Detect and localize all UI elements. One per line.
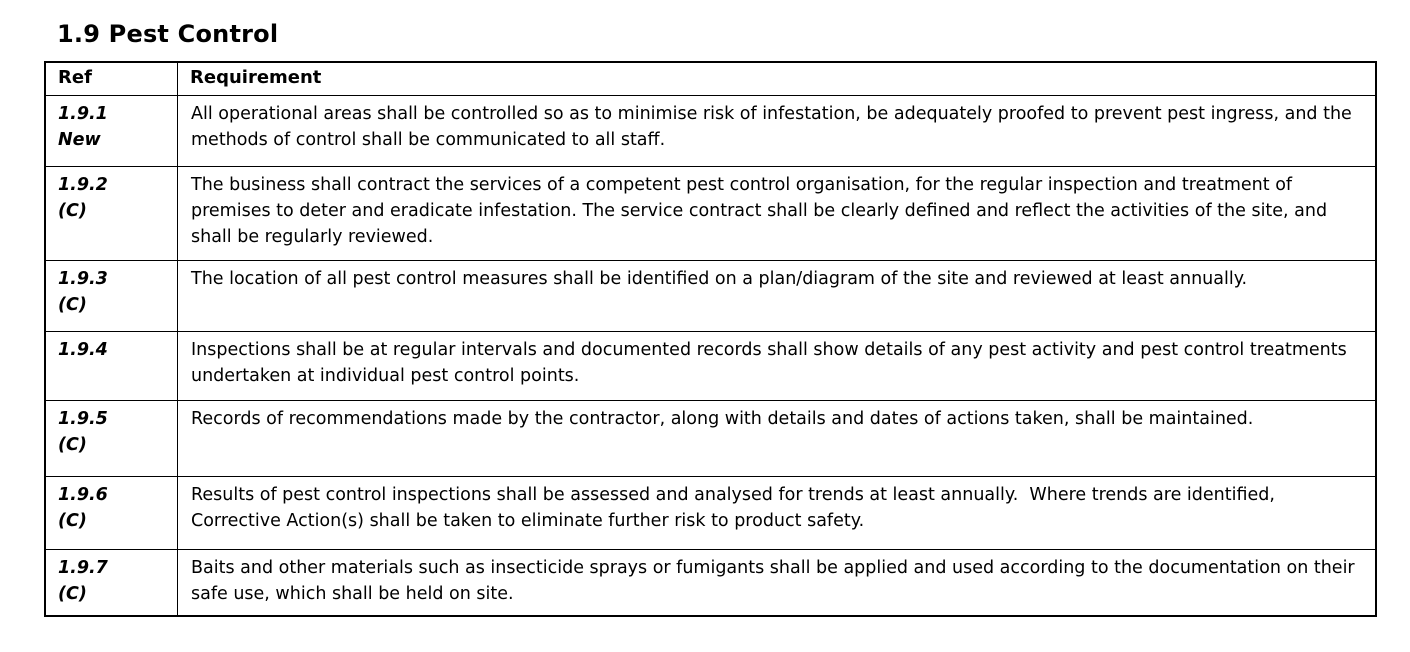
- requirements-table: [44, 61, 1377, 617]
- requirement-cell: Records of recommendations made by the contractor, along with details and dates of actions taken, shall be maintained.: [178, 400, 1377, 476]
- ref-number: 1.9.5: [58, 408, 108, 429]
- requirement-column-header: Requirement: [178, 62, 1377, 95]
- ref-tag: New: [58, 129, 101, 150]
- ref-number: 1.9.7: [58, 557, 108, 578]
- table-row: [45, 260, 1376, 331]
- ref-tag: (C): [58, 583, 87, 604]
- header-row: [45, 62, 1376, 95]
- ref-cell: [45, 95, 178, 166]
- ref-number: 1.9.6: [58, 484, 108, 505]
- page-title: 1.9 Pest Control: [57, 20, 279, 48]
- table-row: [45, 476, 1376, 549]
- requirement-cell: The location of all pest control measures shall be identified on a plan/diagram of the site and reviewed at least annually.: [178, 260, 1377, 331]
- table-body: [45, 95, 1376, 616]
- ref-tag: (C): [58, 434, 87, 455]
- ref-cell: [45, 260, 178, 331]
- ref-number: 1.9.4: [58, 339, 108, 360]
- ref-number: 1.9.3: [58, 268, 108, 289]
- ref-cell: [45, 166, 178, 260]
- table-row: [45, 549, 1376, 616]
- ref-cell: [45, 331, 178, 400]
- table-row: [45, 166, 1376, 260]
- requirement-cell: Inspections shall be at regular intervals and documented records shall show details of any pest activity and pest control treatments undertaken at individual pest control points.: [178, 331, 1377, 400]
- table-header: [45, 62, 1376, 95]
- ref-tag: (C): [58, 510, 87, 531]
- ref-cell: [45, 476, 178, 549]
- ref-tag: (C): [58, 200, 87, 221]
- table-row: [45, 331, 1376, 400]
- ref-cell: [45, 400, 178, 476]
- requirement-cell: Baits and other materials such as insecticide sprays or fumigants shall be applied and used according to the documentation on their safe use, which shall be held on site.: [178, 549, 1377, 616]
- ref-cell: [45, 549, 178, 616]
- ref-tag: (C): [58, 294, 87, 315]
- table-row: [45, 95, 1376, 166]
- ref-number: 1.9.1: [58, 103, 108, 124]
- ref-column-header: Ref: [45, 62, 178, 95]
- ref-number: 1.9.2: [58, 174, 108, 195]
- requirement-cell: The business shall contract the services of a competent pest control organisation, for the regular inspection and treatment of premises to deter and eradicate infestation. The service contract shall be clearly defined and reflect the activities of the site, and shall be regularly reviewed.: [178, 166, 1377, 260]
- table-row: [45, 400, 1376, 476]
- requirement-cell: Results of pest control inspections shall be assessed and analysed for trends at least annually. Where trends are identified, Corrective Action(s) shall be taken to eliminate further risk to product safety.: [178, 476, 1377, 549]
- requirement-cell: All operational areas shall be controlled so as to minimise risk of infestation, be adequately proofed to prevent pest ingress, and the methods of control shall be communicated to all staff.: [178, 95, 1377, 166]
